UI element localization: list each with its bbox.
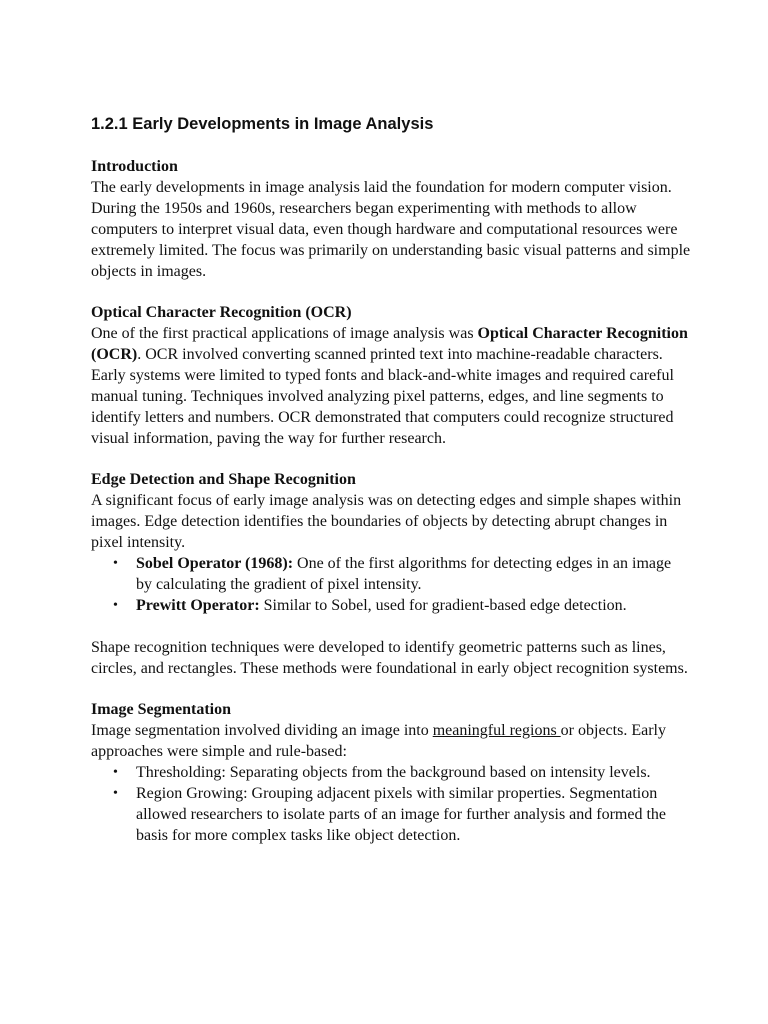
- bullet-icon: •: [113, 598, 118, 613]
- list-item-thresholding: [91, 762, 691, 783]
- section-heading-edge-detection: Edge Detection and Shape Recognition: [91, 471, 356, 488]
- introduction-paragraph: The early developments in image analysis laid the foundation for modern computer vision. During the 1950s and 1960s, researchers began experimenting with methods to allow computers to interpret visual data, even though hardware and computational resources were extremely limited. The focus was primarily on understanding basic visual patterns and simple objects in images.: [91, 179, 691, 280]
- section-heading-image-segmentation: Image Segmentation: [91, 701, 231, 718]
- document-title: 1.2.1 Early Developments in Image Analysis: [91, 115, 434, 133]
- list-item-bold-label: Prewitt Operator:: [136, 597, 260, 614]
- list-item-prewitt: [91, 595, 691, 616]
- section-ocr: [91, 302, 691, 449]
- ocr-paragraph-start: One of the first practical applications of image analysis was: [91, 325, 478, 342]
- edge-detection-paragraph: A significant focus of early image analysis was on detecting edges and simple shapes within images. Edge detection identifies the boundaries of objects by detecting abrupt changes in pixel intensity.: [91, 492, 682, 551]
- bullet-icon: •: [113, 556, 118, 571]
- section-image-segmentation: [91, 699, 691, 846]
- list-item-text: One of the first algorithms for detecting edges in an image by calculating the gradient of pixel intensity.: [136, 555, 672, 593]
- bullet-icon: •: [113, 765, 118, 780]
- ocr-paragraph-rest: . OCR involved converting scanned printed text into machine-readable characters. Early systems were limited to typed fonts and black-and-white images and required careful manual tuning. Techniques involved analyzing pixel patterns, edges, and line segments to identify letters and numbers. OCR demonstrated that computers could recognize structured visual information, paving the way for further research.: [91, 346, 674, 447]
- segmentation-paragraph-rest: or objects. Early approaches were simple and rule-based:: [91, 722, 666, 760]
- section-introduction: [91, 156, 691, 282]
- ocr-bold-term: Optical Character Recognition (OCR): [91, 325, 688, 363]
- section-heading-ocr: Optical Character Recognition (OCR): [91, 304, 352, 321]
- list-item-text: Thresholding: Separating objects from the background based on intensity levels.: [136, 764, 651, 781]
- segmentation-paragraph-start: Image segmentation involved dividing an image into: [91, 722, 433, 739]
- document-content: [91, 112, 691, 866]
- list-item-bold-label: Sobel Operator (1968):: [136, 555, 294, 572]
- shape-recognition-paragraph: Shape recognition techniques were developed to identify geometric patterns such as lines, circles, and rectangles. These methods were foundational in early object recognition systems.: [91, 639, 688, 677]
- segmentation-approaches-list: [91, 762, 691, 846]
- segmentation-paragraph: [91, 720, 691, 762]
- list-item-sobel: [91, 553, 691, 595]
- list-item-text: Similar to Sobel, used for gradient-based edge detection.: [259, 597, 627, 614]
- edge-operators-list: [91, 553, 691, 616]
- ocr-paragraph: [91, 323, 691, 449]
- section-edge-detection: [91, 469, 691, 679]
- list-item-text: Region Growing: Grouping adjacent pixels with similar properties. Segmentation allowed researchers to isolate parts of an image for further analysis and formed the basis for more complex tasks like object detection.: [136, 785, 667, 844]
- list-item-region-growing: [91, 783, 691, 846]
- meaningful-regions-link[interactable]: meaningful regions: [432, 722, 561, 739]
- section-heading-introduction: Introduction: [91, 158, 178, 175]
- bullet-icon: •: [113, 786, 118, 801]
